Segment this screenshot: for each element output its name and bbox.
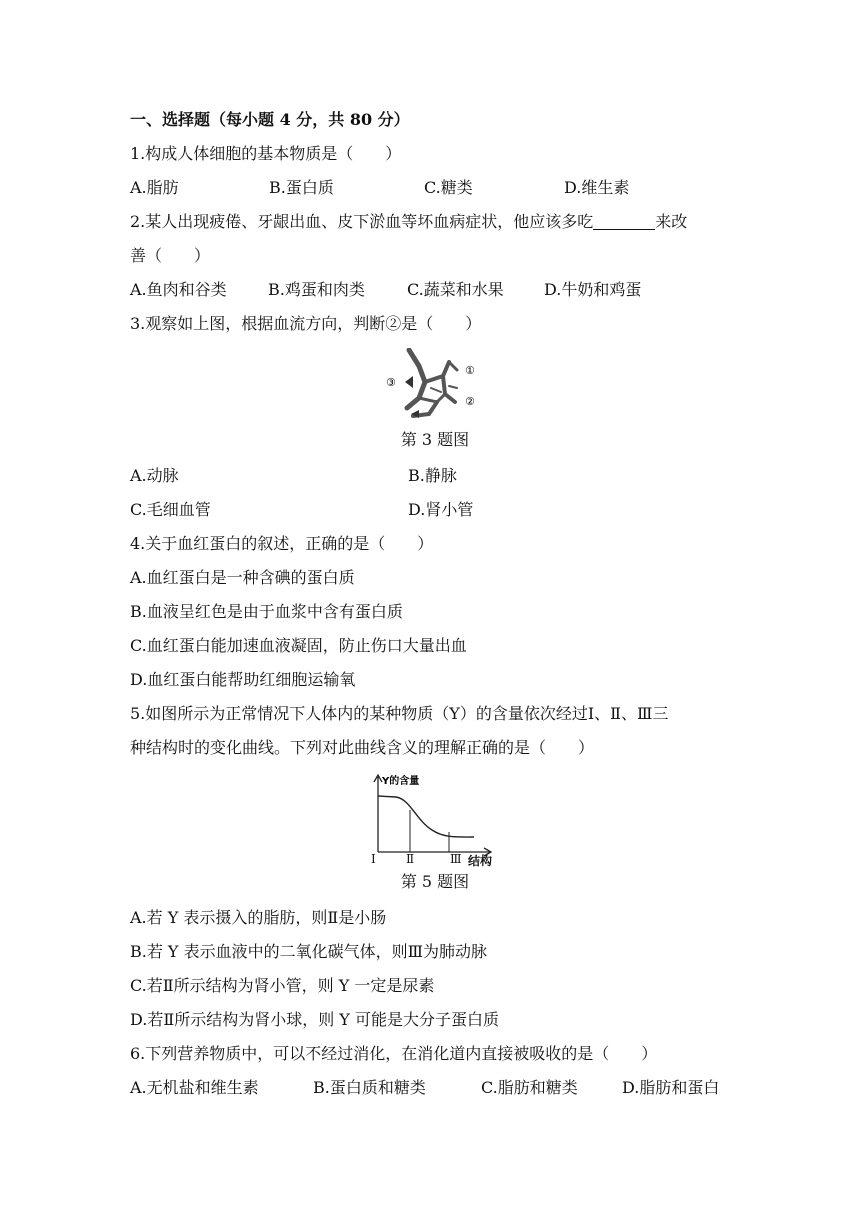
question-2-stem-line2: 善（ ） (130, 246, 211, 265)
q6-option-b: B.蛋白质和糖类 (313, 1078, 426, 1097)
question-3-options-row1 (130, 466, 740, 500)
q5-option-d: D.若Ⅱ所示结构为肾小球，则 Y 可能是大分子蛋白质 (130, 1010, 499, 1029)
question-3-stem: 3.观察如上图，根据血流方向，判断②是（ ） (130, 314, 482, 333)
q1-option-b: B.蛋白质 (269, 178, 334, 197)
question-1-stem: 1.构成人体细胞的基本物质是（ ） (130, 144, 402, 163)
blood-vessel-diagram (385, 348, 485, 420)
q5-option-a: A.若 Y 表示摄入的脂肪，则Ⅱ是小肠 (130, 908, 387, 927)
q3-option-a: A.动脉 (130, 466, 179, 485)
content-curve-chart (370, 772, 500, 858)
q6-option-d: D.脂肪和蛋白 (622, 1078, 720, 1097)
q4-option-a: A.血红蛋白是一种含碘的蛋白质 (130, 568, 355, 587)
tick-ii: Ⅱ (406, 852, 415, 866)
figure-5-caption: 第 5 题图 (400, 872, 470, 891)
q5-option-b: B.若 Y 表示血液中的二氧化碳气体，则Ⅲ为肺动脉 (130, 942, 488, 961)
q2-option-a: A.鱼肉和谷类 (130, 280, 227, 299)
q2-option-d: D.牛奶和鸡蛋 (544, 280, 642, 299)
blood-vessel-figure (130, 348, 740, 430)
label-3: ③ (386, 376, 396, 389)
q4-option-b: B.血液呈红色是由于血浆中含有蛋白质 (130, 602, 403, 621)
question-6-stem: 6.下列营养物质中，可以不经过消化，在消化道内直接被吸收的是（ ） (130, 1044, 658, 1063)
q2-stem-tail: 来改 (655, 212, 688, 231)
exam-page (130, 110, 740, 1112)
x-axis-label: 结构 (468, 854, 493, 868)
q3-option-c: C.毛细血管 (130, 500, 211, 519)
tick-iii: Ⅲ (450, 852, 462, 866)
q3-option-d: D.肾小管 (408, 500, 474, 519)
y-axis-label: Y的含量 (382, 776, 420, 787)
label-2: ② (465, 395, 475, 408)
question-2-options (130, 280, 740, 314)
q2-option-b: B.鸡蛋和肉类 (268, 280, 365, 299)
q2-stem-text: 2.某人出现疲倦、牙龈出血、皮下淤血等坏血病症状，他应该多吃 (130, 212, 594, 231)
q5-option-c: C.若Ⅱ所示结构为肾小管，则 Y 一定是尿素 (130, 976, 435, 995)
x-axis-labels (130, 852, 740, 872)
question-2-stem (130, 212, 740, 246)
question-5-stem-line2: 种结构时的变化曲线。下列对此曲线含义的理解正确的是（ ） (130, 738, 595, 757)
section-title: 一、选择题（每小题 4 分，共 80 分） (130, 110, 410, 129)
q6-option-a: A.无机盐和维生素 (130, 1078, 259, 1097)
tick-i: Ⅰ (371, 852, 376, 866)
q1-option-d: D.维生素 (564, 178, 630, 197)
q3-option-b: B.静脉 (408, 466, 457, 485)
question-6-options (130, 1078, 740, 1112)
question-1-options (130, 178, 740, 212)
q4-option-d: D.血红蛋白能帮助红细胞运输氧 (130, 670, 356, 689)
q4-option-c: C.血红蛋白能加速血液凝固，防止伤口大量出血 (130, 636, 467, 655)
answer-blank (593, 213, 655, 230)
question-4-stem: 4.关于血红蛋白的叙述，正确的是（ ） (130, 534, 434, 553)
q1-option-a: A.脂肪 (130, 178, 179, 197)
question-5-stem-line1: 5.如图所示为正常情况下人体内的某种物质（Y）的含量依次经过Ⅰ、Ⅱ、Ⅲ三 (130, 704, 669, 723)
figure-3-caption: 第 3 题图 (400, 430, 470, 449)
label-1: ① (465, 364, 475, 377)
q2-option-c: C.蔬菜和水果 (407, 280, 504, 299)
content-curve-figure (130, 772, 740, 860)
q6-option-c: C.脂肪和糖类 (481, 1078, 578, 1097)
question-3-options-row2 (130, 500, 740, 534)
q1-option-c: C.糖类 (424, 178, 473, 197)
